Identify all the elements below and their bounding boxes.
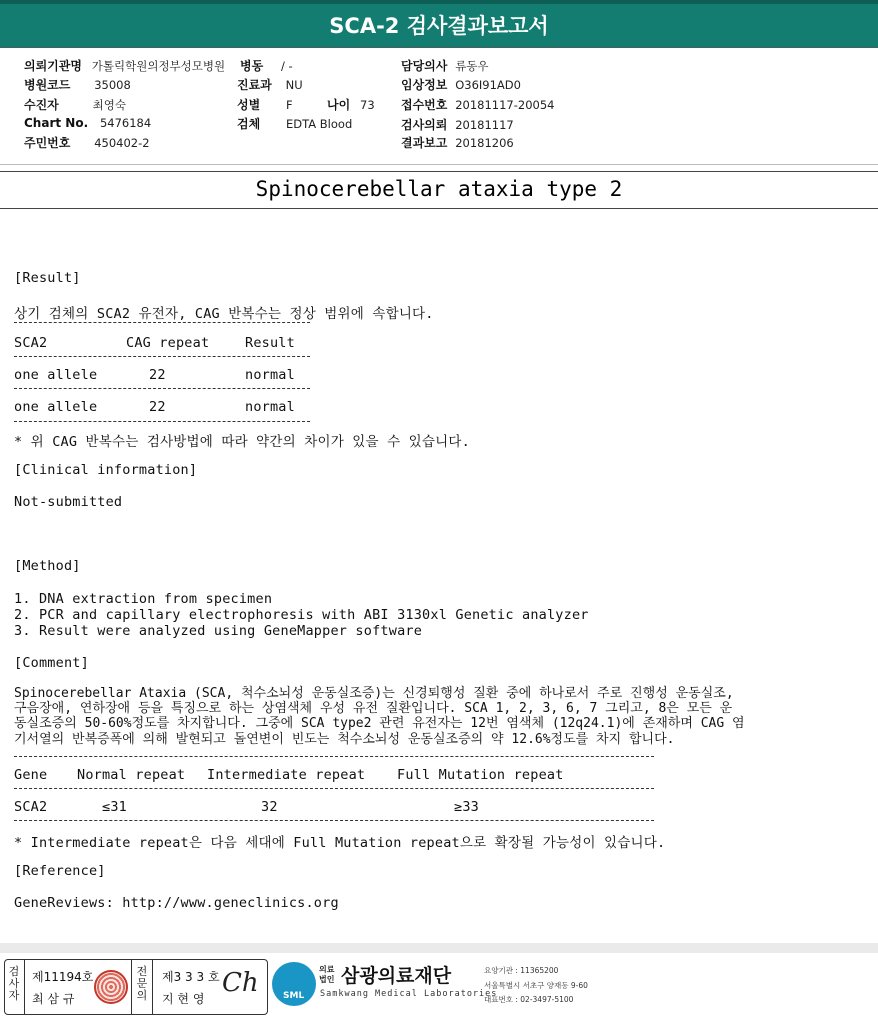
comment-line-2: 구음장애, 연하장애 등을 특징으로 하는 상염색체 우성 유전 질환입니다. SCA 1, 2, 3, 6, 7 그리고, 8은 모든 운 bbox=[14, 701, 733, 716]
cell-divider bbox=[24, 960, 25, 1014]
divider bbox=[14, 322, 310, 323]
comment-line-1: Spinocerebellar Ataxia (SCA, 척수소뇌성 운동실조증)는 신경퇴행성 질환 중에 하나로서 주로 진행성 운동실조, bbox=[14, 686, 734, 701]
request-value: 20181117 bbox=[455, 118, 514, 132]
result-row-1-cag: 22 bbox=[149, 367, 166, 383]
org-phone: 대표번호 : 02-3497-5100 bbox=[484, 995, 574, 1004]
doctor-label: 담당의사 bbox=[401, 59, 448, 73]
specimen-value: EDTA Blood bbox=[286, 117, 353, 131]
method-step-3: 3. Result were analyzed using GeneMapper software bbox=[14, 623, 423, 639]
clinical-text: Not-submitted bbox=[14, 494, 123, 510]
clinical-info-value: O36I91AD0 bbox=[455, 78, 521, 92]
patient-row bbox=[24, 96, 126, 113]
result-row-2-allele: one allele bbox=[14, 399, 98, 415]
id-row bbox=[24, 134, 150, 151]
clinical-heading: [Clinical information] bbox=[14, 462, 198, 478]
divider bbox=[14, 756, 654, 757]
divider bbox=[14, 421, 310, 422]
divider bbox=[14, 820, 654, 821]
sml-logo-text: SML bbox=[283, 991, 305, 1001]
dept-value: NU bbox=[285, 78, 303, 92]
cell-divider bbox=[131, 960, 132, 1014]
comment-line-4: 기서열의 반복증폭에 의해 발현되고 돌연변이 빈도는 척수소뇌성 운동실조증의 약 12.6%정도를 차지 합니다. bbox=[14, 732, 675, 747]
clinical-info-row bbox=[401, 76, 521, 93]
doctor-value: 류동우 bbox=[455, 59, 489, 73]
divider bbox=[14, 788, 654, 789]
report-date-value: 20181206 bbox=[455, 136, 514, 150]
institution-row bbox=[24, 57, 225, 74]
ward-label: 병동 bbox=[240, 59, 264, 73]
receipt-label: 접수번호 bbox=[401, 98, 448, 112]
examiner-name: 최 삼 규 bbox=[32, 992, 75, 1006]
ward-row bbox=[240, 57, 293, 74]
report-title: SCA-2 검사결과보고서 bbox=[329, 14, 549, 38]
ward-value: / - bbox=[281, 59, 293, 73]
result-row-2-result: normal bbox=[245, 399, 295, 415]
method-step-1: 1. DNA extraction from specimen bbox=[14, 591, 273, 607]
result-col-gene: SCA2 bbox=[14, 335, 48, 351]
hospital-code-value: 35008 bbox=[94, 78, 131, 92]
result-col-result: Result bbox=[245, 335, 295, 351]
test-title: Spinocerebellar ataxia type 2 bbox=[255, 177, 623, 201]
request-label: 검사의뢰 bbox=[401, 118, 448, 132]
official-seal bbox=[94, 970, 128, 1004]
org-type: 의료 법인 bbox=[319, 965, 335, 984]
request-row bbox=[401, 116, 514, 133]
clinical-info-label: 임상정보 bbox=[401, 78, 448, 92]
divider bbox=[14, 356, 310, 357]
comment-col-gene: Gene bbox=[14, 767, 48, 783]
receipt-value: 20181117-20054 bbox=[455, 98, 555, 112]
dept-row bbox=[237, 76, 303, 93]
comment-line-3: 동실조증의 50-60%정도를 차지합니다. 그중에 SCA type2 관련 유전자는 12번 염색체 (12q24.1)에 존재하며 CAG 염 bbox=[14, 716, 745, 731]
reference-heading: [Reference] bbox=[14, 863, 106, 879]
method-step-2: 2. PCR and capillary electrophoresis with ABI 3130xl Genetic analyzer bbox=[14, 607, 589, 623]
specialist-license: 제3 3 3 호 bbox=[162, 970, 220, 984]
sex-label: 성별 bbox=[237, 98, 261, 112]
examiner-license: 제11194호 bbox=[32, 970, 94, 984]
comment-heading: [Comment] bbox=[14, 655, 89, 671]
hospital-code-row bbox=[24, 76, 131, 93]
result-note: * 위 CAG 반복수는 검사방법에 따라 약간의 차이가 있을 수 있습니다. bbox=[14, 434, 470, 450]
report-date-label: 결과보고 bbox=[401, 136, 448, 150]
patient-value: 최영숙 bbox=[92, 98, 126, 112]
chart-value: 5476184 bbox=[99, 116, 152, 130]
institution-label: 의뢰기관명 bbox=[24, 59, 82, 73]
specialist-signature: Ch bbox=[222, 968, 259, 998]
result-row-2-cag: 22 bbox=[149, 399, 166, 415]
hospital-code-label: 병원코드 bbox=[24, 78, 71, 92]
sex-row bbox=[237, 96, 293, 113]
specimen-row bbox=[237, 115, 352, 132]
receipt-row bbox=[401, 96, 554, 113]
comment-col-intermediate: Intermediate repeat bbox=[207, 767, 366, 783]
reference-text: GeneReviews: http://www.geneclinics.org bbox=[14, 895, 339, 911]
specialist-vertical-label: 전문의 bbox=[136, 965, 148, 1002]
comment-row-intermediate: 32 bbox=[261, 799, 278, 815]
method-heading: [Method] bbox=[14, 558, 81, 574]
sex-value: F bbox=[286, 98, 293, 112]
examiner-vertical-label: 검사자 bbox=[8, 965, 20, 1002]
id-value: 450402-2 bbox=[94, 136, 150, 150]
care-number: 요양기관 : 11365200 bbox=[484, 966, 559, 975]
comment-note: * Intermediate repeat은 다음 세대에 Full Mutation repeat으로 확장될 가능성이 있습니다. bbox=[14, 835, 666, 851]
dept-label: 진료과 bbox=[237, 78, 272, 92]
comment-col-normal: Normal repeat bbox=[77, 767, 186, 783]
comment-row-gene: SCA2 bbox=[14, 799, 48, 815]
specimen-label: 검체 bbox=[237, 117, 261, 131]
result-col-cag: CAG repeat bbox=[126, 335, 210, 351]
age-row bbox=[327, 96, 375, 113]
comment-row-full: ≥33 bbox=[454, 799, 479, 815]
comment-col-full: Full Mutation repeat bbox=[397, 767, 564, 783]
age-label: 나이 bbox=[327, 98, 351, 112]
org-english-name: Samkwang Medical Laboratories bbox=[320, 989, 498, 999]
cell-divider bbox=[152, 960, 153, 1014]
footer-divider bbox=[0, 943, 878, 953]
age-value: 73 bbox=[360, 98, 375, 112]
divider bbox=[14, 388, 310, 389]
id-label: 주민번호 bbox=[24, 136, 71, 150]
institution-value: 가톨릭학원의정부성모병원 bbox=[91, 59, 226, 73]
chart-row bbox=[24, 116, 151, 130]
result-summary: 상기 검체의 SCA2 유전자, CAG 반복수는 정상 범위에 속합니다. bbox=[14, 306, 434, 322]
specialist-name: 지 현 영 bbox=[162, 992, 205, 1006]
chart-label: Chart No. bbox=[24, 116, 89, 130]
doctor-row bbox=[401, 57, 489, 74]
info-divider bbox=[0, 164, 878, 165]
org-address: 서울특별시 서초구 양재동 9-60 bbox=[484, 981, 588, 990]
patient-label: 수진자 bbox=[24, 98, 59, 112]
result-row-1-allele: one allele bbox=[14, 367, 98, 383]
report-date-row bbox=[401, 134, 514, 151]
result-row-1-result: normal bbox=[245, 367, 295, 383]
comment-row-normal: ≤31 bbox=[102, 799, 127, 815]
org-name: 삼광의료재단 bbox=[341, 965, 452, 987]
header-divider bbox=[0, 46, 878, 48]
result-heading: [Result] bbox=[14, 270, 81, 286]
